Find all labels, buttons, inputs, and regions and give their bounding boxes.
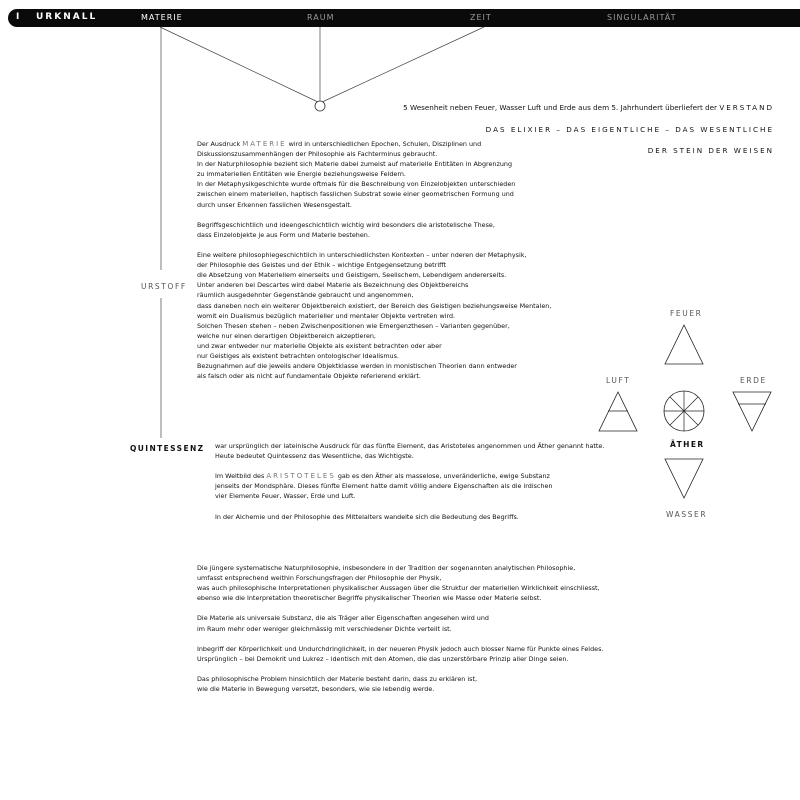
- quint-line: Heute bedeutet Quintessenz das Wesentliche, das Wichtigste.: [215, 452, 414, 461]
- paragraph-break: [197, 603, 603, 613]
- text-line: zu immateriellen Entitäten wie Energie beziehungsweise Feldern.: [197, 170, 406, 179]
- intro-line-2: DAS ELIXIER – DAS EIGENTLICHE – DAS WESENTLICHE: [485, 125, 774, 134]
- text-line: die Absetzung von Materiellem einerseits und Geistigem, Seelischem, Lebendigem andererseits.: [197, 271, 507, 280]
- text-line: was auch philosophische Interpretationen physikalischer Aussagen über die Struktur der materiellen Wirklichkeit einschliesst,: [197, 584, 600, 593]
- text-line: räumlich ausgedehnter Gegenstände gebraucht und angenommen,: [197, 291, 414, 300]
- paragraph-break: [197, 210, 551, 220]
- paragraph-break: [197, 240, 551, 250]
- text-line: Das philosophische Problem hinsichtlich der Materie besteht darin, dass zu erklären ist,: [197, 675, 478, 684]
- intro-line-3: DER STEIN DER WEISEN: [647, 146, 774, 155]
- nav-tab-singularitaet[interactable]: SINGULARITÄT: [607, 13, 677, 22]
- label-urstoff: URSTOFF: [141, 282, 187, 291]
- quint-line: vier Elemente Feuer, Wasser, Erde und Luft.: [215, 492, 356, 501]
- label-quintessenz: QUINTESSENZ: [130, 444, 205, 453]
- text-line: Eine weitere philosophiegeschichtlich in unterschiedlichsten Kontexten – unter nderen der Metaphysik,: [197, 251, 527, 260]
- text-line: Die Materie als universale Substanz, die als Träger aller Eigenschaften angesehen wird und: [197, 614, 489, 623]
- fire-triangle-icon: [662, 323, 706, 367]
- air-triangle-icon: [596, 390, 640, 434]
- label-feuer: FEUER: [670, 309, 703, 318]
- text-line: dass Einzelobjekte je aus Form und Materie bestehen.: [197, 230, 370, 239]
- quint-blank: [215, 461, 604, 471]
- text-line: im Raum mehr oder weniger gleichmässig mit verschiedener Dichte verteilt ist.: [197, 624, 452, 633]
- materie-first-post: wird in unterschiedlichen Epochen, Schulen, Disziplinen und: [288, 140, 482, 148]
- text-line: dass daneben noch ein weiterer Objektbereich existiert, der Bereich des Geistigen beziehungsweise Mentalen,: [197, 301, 552, 310]
- text-line: Bezugnahmen auf die jeweils andere Objektklasse werden in monistischen Theorien dann entweder: [197, 362, 517, 371]
- materie-first-line: [197, 139, 551, 149]
- text-line: zwischen einem materiellen, haptisch fasslichen Substrat sowie einer geometrischen Formung und: [197, 190, 514, 199]
- aristoteles-pre: Im Weltbild des: [215, 472, 265, 481]
- text-line: In der Naturphilosophie bezieht sich Materie dabei zumeist auf materielle Entitäten in Abgrenzung: [197, 160, 512, 169]
- nav-tab-materie[interactable]: MATERIE: [141, 13, 183, 22]
- label-aether: ÄTHER: [670, 440, 705, 449]
- text-line: Die jüngere systematische Naturphilosophie, insbesondere in der Tradition der sogenannten analytischen Philosophie,: [197, 564, 576, 572]
- aether-wheel-icon: [661, 388, 707, 434]
- quint-line: jenseits der Mondsphäre. Dieses fünfte Element hatte damit völlig andere Eigenschaften als die irdischen: [215, 482, 553, 491]
- text-line: und zwar entweder nur materielle Objekte als existent betrachten oder aber: [197, 341, 442, 350]
- paragraph-break: [197, 634, 603, 644]
- quint-blank: [215, 502, 604, 512]
- aristoteles-post: gab es den Äther als masselose, unveränderliche, ewige Substanz: [337, 472, 550, 481]
- quint-line: war ursprünglich der lateinische Ausdruck für das fünfte Element, das Aristoteles angenommen und Äther genannt hatte.: [215, 442, 605, 450]
- aristoteles-term: ARISTOTELES: [266, 472, 336, 481]
- label-wasser: WASSER: [666, 510, 708, 519]
- text-line: In der Metaphysikgeschichte wurde oftmals für die Beschreibung von Einzelobjekten unterschieden: [197, 180, 516, 189]
- text-line: ebenso wie die Interpretation theoretischer Begriffe physikalischer Theorien wie Masse oder Materie selbst.: [197, 594, 542, 603]
- intro-line-1: [403, 103, 774, 112]
- intro-line-1-text: 5 Wesenheit neben Feuer, Wasser Luft und Erde aus dem 5. Jahrhundert überliefert der: [403, 103, 718, 112]
- text-line: Ursprünglich – bei Demokrit und Lukrez – identisch mit den Atomen, die das unzerstörbare Prinzip aller Dinge seien.: [197, 654, 569, 663]
- text-line: nur Geistiges als existent betrachten ontologischer Idealismus.: [197, 351, 399, 360]
- text-line: womit ein Dualismus bezüglich materieller und mentaler Objekte vertreten wird.: [197, 311, 456, 320]
- chapter-number: I: [16, 12, 22, 22]
- label-luft: LUFT: [606, 376, 631, 385]
- nav-tab-zeit[interactable]: ZEIT: [470, 13, 492, 22]
- quint-line: In der Alchemie und der Philosophie des Mittelalters wandelte sich die Bedeutung des Begriffs.: [215, 512, 519, 521]
- text-line: Unter anderen bei Descartes wird dabei Materie als Bezeichnung des Objektbereichs: [197, 281, 469, 290]
- chapter-title: URKNALL: [36, 12, 98, 22]
- text-line: Solchen Thesen stehen – neben Zwischenpositionen wie Emergenzthesen – Varianten gegenüber,: [197, 321, 510, 330]
- text-line: umfasst entsprechend weithin Forschungsfragen der Philosophie der Physik,: [197, 574, 442, 583]
- water-triangle-icon: [662, 456, 706, 500]
- materie-term: MATERIE: [242, 140, 287, 148]
- label-erde: ERDE: [740, 376, 767, 385]
- text-line: als falsch oder als nicht auf fundamentale Objekte referierend erklärt.: [197, 372, 421, 381]
- text-line: wie die Materie in Bewegung versetzt, besonders, wie sie lebendig werde.: [197, 685, 435, 694]
- text-line: welche nur einen derartigen Objektbereich akzeptieren,: [197, 331, 376, 340]
- text-line: der Philosophie des Geistes und der Ethik – wichtige Entgegensetzung betrifft: [197, 261, 447, 270]
- earth-triangle-icon: [730, 390, 774, 434]
- text-line: Begriffsgeschichtlich und ideengeschichtlich wichtig wird besonders die aristotelische These,: [197, 220, 495, 229]
- nav-tab-raum[interactable]: RAUM: [307, 13, 335, 22]
- quintessenz-text-block: [215, 441, 604, 522]
- text-line: Diskussionszusammenhängen der Philosophie als Fachterminus gebraucht.: [197, 150, 438, 159]
- text-line: Inbegriff der Körperlichkeit und Undurchdringlichkeit, in der neueren Physik jedoch auch blosser Name für Punkte eines Feldes.: [197, 644, 604, 653]
- materie-text-block: [197, 139, 551, 381]
- text-line: durch unser Erkennen fasslichen Wesensgestalt.: [197, 200, 352, 209]
- aristoteles-line: [215, 471, 604, 481]
- materie-first-pre: Der Ausdruck: [197, 140, 241, 148]
- paragraph-break: [197, 664, 603, 674]
- naturphilosophie-text-block: [197, 563, 603, 694]
- intro-line-1-caps: VERSTAND: [719, 103, 774, 112]
